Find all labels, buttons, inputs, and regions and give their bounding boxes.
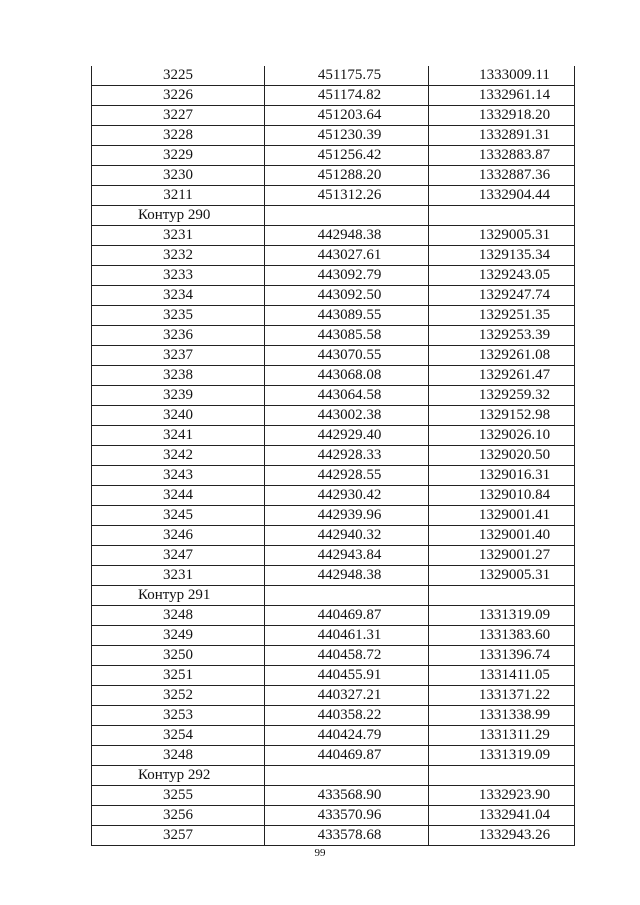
- y-coordinate-cell: [429, 186, 575, 206]
- x-coordinate-value: 443092.50: [317, 287, 382, 303]
- x-coordinate-cell: [265, 786, 429, 806]
- y-coordinate-cell: [429, 266, 575, 286]
- contour-header-row: [92, 586, 575, 606]
- empty-cell: [265, 206, 429, 226]
- y-coordinate-value: 1331383.60: [478, 627, 551, 643]
- y-coordinate-cell: [429, 366, 575, 386]
- point-number-cell: 3234: [92, 286, 265, 306]
- point-number-cell: 3244: [92, 486, 265, 506]
- x-coordinate-value: 443070.55: [317, 347, 382, 363]
- contour-label: Контур 291: [92, 586, 265, 606]
- table-row: [92, 806, 575, 826]
- table-row: [92, 666, 575, 686]
- table-row: [92, 86, 575, 106]
- x-coordinate-value: 443085.58: [317, 327, 382, 343]
- x-coordinate-value: 442929.40: [317, 427, 382, 443]
- empty-cell: [265, 766, 429, 786]
- x-coordinate-value: 442928.55: [317, 467, 382, 483]
- y-coordinate-value: 1329152.98: [478, 407, 551, 423]
- table-row: [92, 546, 575, 566]
- y-coordinate-value: 1331319.09: [478, 607, 551, 623]
- x-coordinate-cell: [265, 466, 429, 486]
- table-row: [92, 786, 575, 806]
- table-row: [92, 826, 575, 846]
- point-number-cell: 3241: [92, 426, 265, 446]
- point-number-cell: 3254: [92, 726, 265, 746]
- y-coordinate-cell: [429, 606, 575, 626]
- x-coordinate-value: 451288.20: [317, 167, 382, 183]
- y-coordinate-cell: [429, 646, 575, 666]
- x-coordinate-value: 443002.38: [317, 407, 382, 423]
- y-coordinate-value: 1329001.40: [478, 527, 551, 543]
- empty-cell: [429, 206, 575, 226]
- y-coordinate-cell: [429, 226, 575, 246]
- point-number-cell: 3253: [92, 706, 265, 726]
- point-number-cell: 3252: [92, 686, 265, 706]
- y-coordinate-value: 1329026.10: [478, 427, 551, 443]
- y-coordinate-cell: [429, 806, 575, 826]
- y-coordinate-value: 1331319.09: [478, 747, 551, 763]
- y-coordinate-cell: [429, 506, 575, 526]
- x-coordinate-value: 440358.22: [317, 707, 382, 723]
- x-coordinate-value: 442948.38: [317, 567, 382, 583]
- y-coordinate-cell: [429, 746, 575, 766]
- x-coordinate-cell: [265, 286, 429, 306]
- table-row: [92, 346, 575, 366]
- x-coordinate-value: 440461.31: [317, 627, 382, 643]
- y-coordinate-value: 1332883.87: [478, 147, 551, 163]
- table-row: [92, 646, 575, 666]
- x-coordinate-value: 443089.55: [317, 307, 382, 323]
- y-coordinate-value: 1331338.99: [478, 707, 551, 723]
- y-coordinate-value: 1331411.05: [479, 667, 550, 683]
- y-coordinate-cell: [429, 546, 575, 566]
- x-coordinate-cell: [265, 566, 429, 586]
- contour-label: Контур 292: [92, 766, 265, 786]
- x-coordinate-value: 451256.42: [317, 147, 382, 163]
- table-row: [92, 706, 575, 726]
- table-row: [92, 526, 575, 546]
- point-number-cell: 3248: [92, 746, 265, 766]
- x-coordinate-value: 443027.61: [317, 247, 382, 263]
- y-coordinate-cell: [429, 446, 575, 466]
- point-number-cell: 3250: [92, 646, 265, 666]
- y-coordinate-cell: [429, 826, 575, 846]
- x-coordinate-value: 442943.84: [317, 547, 382, 563]
- y-coordinate-cell: [429, 126, 575, 146]
- contour-header-row: [92, 766, 575, 786]
- point-number-cell: 3249: [92, 626, 265, 646]
- contour-label: Контур 290: [92, 206, 265, 226]
- point-number-cell: 3236: [92, 326, 265, 346]
- y-coordinate-cell: [429, 66, 575, 86]
- y-coordinate-cell: [429, 466, 575, 486]
- x-coordinate-cell: [265, 246, 429, 266]
- y-coordinate-value: 1329253.39: [478, 327, 551, 343]
- coordinates-table: [91, 66, 575, 846]
- point-number-cell: 3239: [92, 386, 265, 406]
- y-coordinate-value: 1329251.35: [478, 307, 551, 323]
- y-coordinate-value: 1329243.05: [478, 267, 551, 283]
- y-coordinate-value: 1332943.26: [478, 827, 551, 843]
- x-coordinate-cell: [265, 186, 429, 206]
- point-number-cell: 3242: [92, 446, 265, 466]
- point-number-cell: 3211: [92, 186, 265, 206]
- y-coordinate-cell: [429, 426, 575, 446]
- y-coordinate-value: 1329005.31: [478, 227, 551, 243]
- point-number-cell: 3227: [92, 106, 265, 126]
- x-coordinate-cell: [265, 166, 429, 186]
- point-number-cell: 3231: [92, 566, 265, 586]
- table-row: [92, 146, 575, 166]
- x-coordinate-cell: [265, 726, 429, 746]
- y-coordinate-cell: [429, 86, 575, 106]
- point-number-cell: 3225: [92, 66, 265, 86]
- x-coordinate-value: 451230.39: [317, 127, 382, 143]
- table-row: [92, 186, 575, 206]
- point-number-cell: 3243: [92, 466, 265, 486]
- y-coordinate-cell: [429, 306, 575, 326]
- x-coordinate-value: 443064.58: [317, 387, 382, 403]
- y-coordinate-cell: [429, 166, 575, 186]
- point-number-cell: 3226: [92, 86, 265, 106]
- table-row: [92, 286, 575, 306]
- y-coordinate-value: 1329016.31: [478, 467, 551, 483]
- y-coordinate-value: 1329010.84: [478, 487, 551, 503]
- table-row: [92, 466, 575, 486]
- table-row: [92, 566, 575, 586]
- x-coordinate-cell: [265, 86, 429, 106]
- table-row: [92, 746, 575, 766]
- table-row: [92, 406, 575, 426]
- table-row: [92, 606, 575, 626]
- x-coordinate-cell: [265, 626, 429, 646]
- table-row: [92, 426, 575, 446]
- x-coordinate-value: 442939.96: [317, 507, 382, 523]
- x-coordinate-value: 451312.26: [317, 187, 382, 203]
- table-row: [92, 126, 575, 146]
- y-coordinate-cell: [429, 566, 575, 586]
- table-row: [92, 306, 575, 326]
- table-row: [92, 166, 575, 186]
- x-coordinate-cell: [265, 746, 429, 766]
- x-coordinate-value: 451203.64: [317, 107, 382, 123]
- x-coordinate-value: 451174.82: [317, 87, 382, 103]
- x-coordinate-cell: [265, 326, 429, 346]
- y-coordinate-cell: [429, 626, 575, 646]
- y-coordinate-value: 1329261.47: [478, 367, 551, 383]
- y-coordinate-cell: [429, 406, 575, 426]
- table-row: [92, 506, 575, 526]
- point-number-cell: 3256: [92, 806, 265, 826]
- point-number-cell: 3257: [92, 826, 265, 846]
- y-coordinate-cell: [429, 246, 575, 266]
- point-number-cell: 3231: [92, 226, 265, 246]
- point-number-cell: 3232: [92, 246, 265, 266]
- x-coordinate-cell: [265, 346, 429, 366]
- table-row: [92, 266, 575, 286]
- y-coordinate-cell: [429, 386, 575, 406]
- x-coordinate-cell: [265, 366, 429, 386]
- y-coordinate-value: 1332887.36: [478, 167, 551, 183]
- x-coordinate-value: 451175.75: [317, 67, 382, 83]
- x-coordinate-cell: [265, 826, 429, 846]
- x-coordinate-cell: [265, 226, 429, 246]
- y-coordinate-cell: [429, 346, 575, 366]
- x-coordinate-cell: [265, 646, 429, 666]
- contour-header-row: [92, 206, 575, 226]
- page-number: 99: [314, 847, 326, 859]
- table-row: [92, 66, 575, 86]
- x-coordinate-value: 433578.68: [317, 827, 382, 843]
- y-coordinate-value: 1332941.04: [478, 807, 551, 823]
- table-row: [92, 446, 575, 466]
- x-coordinate-value: 440458.72: [317, 647, 382, 663]
- y-coordinate-value: 1329261.08: [478, 347, 551, 363]
- point-number-cell: 3248: [92, 606, 265, 626]
- y-coordinate-value: 1332904.44: [478, 187, 551, 203]
- point-number-cell: 3255: [92, 786, 265, 806]
- x-coordinate-cell: [265, 486, 429, 506]
- x-coordinate-value: 440455.91: [317, 667, 382, 683]
- y-coordinate-value: 1333009.11: [479, 67, 550, 83]
- y-coordinate-value: 1332918.20: [478, 107, 551, 123]
- x-coordinate-cell: [265, 66, 429, 86]
- y-coordinate-cell: [429, 526, 575, 546]
- x-coordinate-value: 433568.90: [317, 787, 382, 803]
- y-coordinate-cell: [429, 786, 575, 806]
- x-coordinate-cell: [265, 546, 429, 566]
- y-coordinate-value: 1329005.31: [478, 567, 551, 583]
- x-coordinate-cell: [265, 806, 429, 826]
- point-number-cell: 3247: [92, 546, 265, 566]
- table-row: [92, 246, 575, 266]
- x-coordinate-value: 440469.87: [317, 747, 382, 763]
- y-coordinate-cell: [429, 726, 575, 746]
- y-coordinate-cell: [429, 106, 575, 126]
- point-number-cell: 3235: [92, 306, 265, 326]
- y-coordinate-cell: [429, 666, 575, 686]
- y-coordinate-cell: [429, 686, 575, 706]
- x-coordinate-cell: [265, 686, 429, 706]
- table-row: [92, 386, 575, 406]
- x-coordinate-cell: [265, 426, 429, 446]
- y-coordinate-value: 1331311.29: [479, 727, 550, 743]
- table-row: [92, 106, 575, 126]
- y-coordinate-value: 1332961.14: [478, 87, 551, 103]
- x-coordinate-value: 443092.79: [317, 267, 382, 283]
- y-coordinate-value: 1329259.32: [478, 387, 551, 403]
- point-number-cell: 3238: [92, 366, 265, 386]
- y-coordinate-cell: [429, 486, 575, 506]
- point-number-cell: 3233: [92, 266, 265, 286]
- y-coordinate-cell: [429, 146, 575, 166]
- point-number-cell: 3246: [92, 526, 265, 546]
- empty-cell: [429, 766, 575, 786]
- x-coordinate-value: 440469.87: [317, 607, 382, 623]
- x-coordinate-value: 443068.08: [317, 367, 382, 383]
- y-coordinate-value: 1329001.27: [478, 547, 551, 563]
- x-coordinate-value: 433570.96: [317, 807, 382, 823]
- x-coordinate-value: 440424.79: [317, 727, 382, 743]
- x-coordinate-cell: [265, 266, 429, 286]
- empty-cell: [265, 586, 429, 606]
- table-row: [92, 226, 575, 246]
- x-coordinate-value: 442940.32: [317, 527, 382, 543]
- x-coordinate-cell: [265, 106, 429, 126]
- x-coordinate-cell: [265, 666, 429, 686]
- x-coordinate-cell: [265, 306, 429, 326]
- y-coordinate-value: 1329001.41: [478, 507, 551, 523]
- table-row: [92, 626, 575, 646]
- y-coordinate-value: 1332923.90: [478, 787, 551, 803]
- y-coordinate-value: 1329247.74: [478, 287, 551, 303]
- x-coordinate-value: 442930.42: [317, 487, 382, 503]
- point-number-cell: 3240: [92, 406, 265, 426]
- y-coordinate-value: 1329020.50: [478, 447, 551, 463]
- y-coordinate-cell: [429, 326, 575, 346]
- x-coordinate-cell: [265, 606, 429, 626]
- x-coordinate-value: 440327.21: [317, 687, 382, 703]
- x-coordinate-cell: [265, 406, 429, 426]
- x-coordinate-cell: [265, 506, 429, 526]
- empty-cell: [429, 586, 575, 606]
- x-coordinate-value: 442948.38: [317, 227, 382, 243]
- table-row: [92, 686, 575, 706]
- x-coordinate-value: 442928.33: [317, 447, 382, 463]
- table-row: [92, 326, 575, 346]
- table-row: [92, 366, 575, 386]
- y-coordinate-value: 1331396.74: [478, 647, 551, 663]
- y-coordinate-cell: [429, 286, 575, 306]
- y-coordinate-value: 1332891.31: [478, 127, 551, 143]
- table-row: [92, 726, 575, 746]
- y-coordinate-value: 1331371.22: [478, 687, 551, 703]
- x-coordinate-cell: [265, 146, 429, 166]
- x-coordinate-cell: [265, 446, 429, 466]
- x-coordinate-cell: [265, 526, 429, 546]
- x-coordinate-cell: [265, 126, 429, 146]
- point-number-cell: 3230: [92, 166, 265, 186]
- point-number-cell: 3245: [92, 506, 265, 526]
- point-number-cell: 3229: [92, 146, 265, 166]
- x-coordinate-cell: [265, 706, 429, 726]
- y-coordinate-cell: [429, 706, 575, 726]
- point-number-cell: 3251: [92, 666, 265, 686]
- table-row: [92, 486, 575, 506]
- y-coordinate-value: 1329135.34: [478, 247, 551, 263]
- coordinates-table-body: [92, 66, 575, 846]
- x-coordinate-cell: [265, 386, 429, 406]
- point-number-cell: 3237: [92, 346, 265, 366]
- point-number-cell: 3228: [92, 126, 265, 146]
